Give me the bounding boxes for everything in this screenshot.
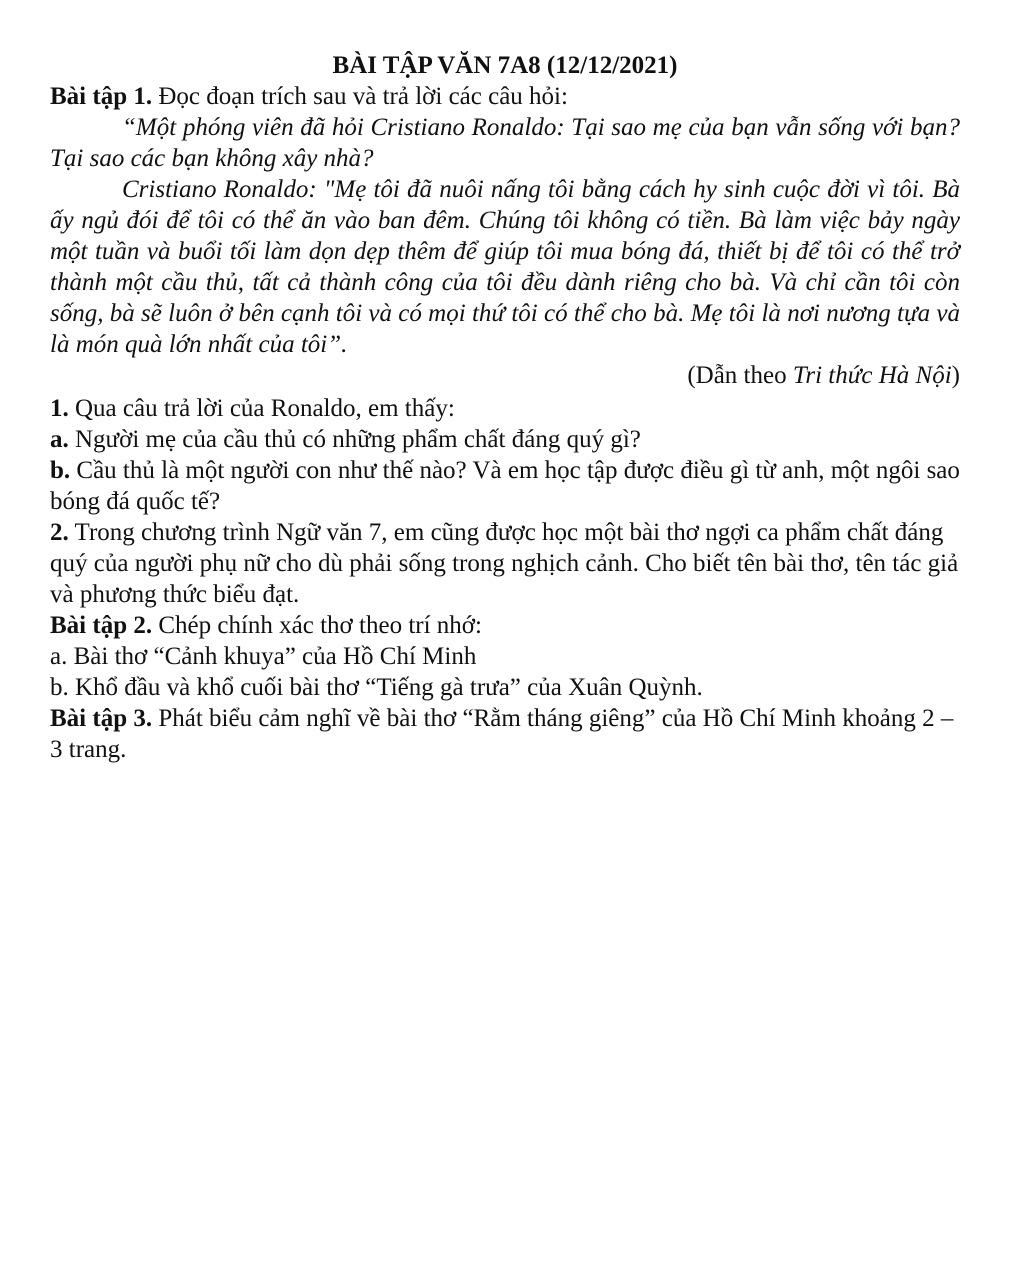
question-1a xyxy=(50,424,960,455)
page-title: BÀI TẬP VĂN 7A8 (12/12/2021) xyxy=(332,52,678,79)
question-1a-text: Người mẹ của cầu thủ có những phẩm chất đáng quý gì? xyxy=(68,426,641,453)
exercise-2-item-a: a. Bài thơ “Cảnh khuya” của Hồ Chí Minh xyxy=(50,643,477,670)
source-prefix: (Dẫn theo xyxy=(687,362,793,389)
exercise-3-label: Bài tập 3. xyxy=(50,705,153,732)
question-1 xyxy=(50,393,960,424)
exercise-2-label: Bài tập 2. xyxy=(50,612,153,639)
question-2-number: 2. xyxy=(50,519,69,546)
excerpt-paragraph-1: “Một phóng viên đã hỏi Cristiano Ronaldo: Tại sao mẹ của bạn vẫn sống với bạn? Tại sao các bạn không xây nhà? xyxy=(50,114,960,172)
exercise-3 xyxy=(50,703,960,765)
question-1b-text: Cầu thủ là một người con như thế nào? Và em học tập được điều gì từ anh, một ngôi sao bóng đá quốc tế? xyxy=(50,457,960,515)
question-2-text: Trong chương trình Ngữ văn 7, em cũng được học một bài thơ ngợi ca phẩm chất đáng quý của người phụ nữ cho dù phải sống trong nghịch cảnh. Cho biết tên bài thơ, tên tác giả và phương thức biểu đạt. xyxy=(50,519,959,608)
question-1a-label: a. xyxy=(50,426,69,453)
question-1-text: Qua câu trả lời của Ronaldo, em thấy: xyxy=(68,395,455,422)
exercise-2-item-b: b. Khổ đầu và khổ cuối bài thơ “Tiếng gà trưa” của Xuân Quỳnh. xyxy=(50,674,703,701)
excerpt-paragraph-2: Cristiano Ronaldo: "Mẹ tôi đã nuôi nấng tôi bằng cách hy sinh cuộc đời vì tôi. Bà ấy ngủ đói để tôi có thể ăn vào ban đêm. Chúng tôi không có tiền. Bà làm việc bảy ngày một tuần và buổi tối làm dọn dẹp thêm để giúp tôi mua bóng đá, thiết bị để tôi có thể trở thành một cầu thủ, tất cả thành công của tôi đều dành riêng cho bà. Và chỉ cần tôi còn sống, bà sẽ luôn ở bên cạnh tôi và có mọi thứ tôi có thể cho bà. Mẹ tôi là nơi nương tựa và là món quà lớn nhất của tôi”. xyxy=(50,176,960,358)
exercise-1-heading xyxy=(50,81,960,112)
exercise-2-heading xyxy=(50,610,960,641)
exercise-1-instruction: Đọc đoạn trích sau và trả lời các câu hỏi: xyxy=(152,83,568,110)
exercise-1-label: Bài tập 1. xyxy=(50,83,153,110)
document-page xyxy=(50,50,960,765)
source-suffix: ) xyxy=(951,362,960,389)
question-1b-label: b. xyxy=(50,457,71,484)
excerpt-source xyxy=(50,360,960,391)
exercise-2-instruction: Chép chính xác thơ theo trí nhớ: xyxy=(152,612,482,639)
question-1-number: 1. xyxy=(50,395,69,422)
question-1b xyxy=(50,455,960,517)
exercise-3-text: Phát biểu cảm nghĩ về bài thơ “Rằm tháng giêng” của Hồ Chí Minh khoảng 2 – 3 trang. xyxy=(50,705,954,763)
question-2 xyxy=(50,517,960,610)
source-name: Tri thức Hà Nội xyxy=(792,362,952,389)
